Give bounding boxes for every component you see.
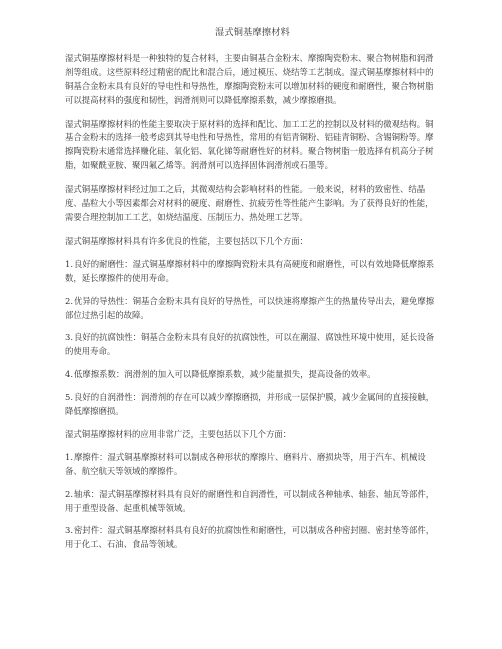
- paragraph-properties-intro: 湿式铜基摩擦材料具有许多优良的性能，主要包括以下几个方面：: [65, 235, 308, 246]
- item-number: 3.: [65, 332, 73, 343]
- list-item: [65, 295, 440, 323]
- list-item: [65, 331, 440, 359]
- item-number: 5.: [65, 392, 73, 403]
- item-text: 低摩擦系数：润滑剂的加入可以降低摩擦系数，减少能量损失，提高设备的效率。: [74, 369, 376, 380]
- item-text: 密封件：湿式铜基摩擦材料具有良好的抗腐蚀性和耐磨性，可以制成各种密封圈、密封垫等部件，用于化工、石油、食品等领域。: [65, 525, 435, 550]
- item-number: 1.: [65, 258, 73, 269]
- list-item: [65, 488, 440, 516]
- properties-list: [65, 258, 440, 419]
- paragraph-performance: 湿式铜基摩擦材料的性能主要取决于原材料的选择和配比、加工工艺的控制以及材料的微观结构。铜基合金粉末的选择一般考虑到其导电性和导热性，常用的有铝青铜粉、铝硅青铜粉、含锡铜粉等。摩擦陶瓷粉末通常选择赚化硅、氧化铝、氧化锑等耐磨性好的材料。聚合物树脂一般选择有机高分子树脂，如聚酰亚胺、聚四氟乙烯等。润滑剂可以选择固体润滑剂或石墨等。: [65, 118, 434, 171]
- applications-list: [65, 451, 440, 552]
- item-text: 良好的自润滑性：润滑剂的存在可以减少摩擦磨损，并形成一层保护膜，减少金属间的直接接触，降低摩擦磨损。: [65, 392, 435, 417]
- list-item: [65, 368, 440, 382]
- list-item: [65, 258, 440, 286]
- item-number: 1.: [65, 451, 73, 462]
- list-item: [65, 524, 440, 552]
- document-title: 湿式铜基摩擦材料: [214, 27, 291, 38]
- item-text: 良好的耐磨性：湿式铜基摩擦材料中的摩擦陶瓷粉末具有高硬度和耐磨性，可以有效地降低摩擦系数，延长摩擦件的使用寿命。: [65, 258, 435, 283]
- item-number: 2.: [65, 295, 73, 306]
- list-item: [65, 451, 440, 479]
- paragraph-intro: 湿式铜基摩擦材料是一种独特的复合材料，主要由铜基合金粉末、摩擦陶瓷粉末、聚合物树脂和润滑剂等组成。这些原料经过精密的配比和混合后，通过模压、烧结等工艺制成。湿式铜基摩擦材料中的铜基合金粉末具有良好的导电性和导热性，摩擦陶瓷粉末可以增加材料的硬度和耐磨性，聚合物树脂可以提高材料的强度和韧性，润滑剂则可以降低摩擦系数，减少摩擦磨损。: [65, 52, 434, 105]
- paragraph-microstructure: 湿式铜基摩擦材料经过加工之后，其微观结构会影响材料的性能。一般来说，材料的致密性、结晶度、晶粒大小等因素都会对材料的硬度、耐磨性、抗疲劳性等性能产生影响。为了获得良好的性能，需要合理控制加工工艺，如烧结温度、压制压力、热处理工艺等。: [65, 184, 434, 222]
- list-item: [65, 391, 440, 419]
- item-text: 优异的导热性：铜基合金粉末具有良好的导热性，可以快速将摩擦产生的热量传导出去，避免摩擦部位过热引起的故障。: [65, 295, 435, 320]
- item-text: 轴承：湿式铜基摩擦材料具有良好的耐磨性和自润滑性，可以制成各种轴承、轴套、轴瓦等部件，用于重型设备、起重机械等领域。: [65, 488, 435, 513]
- paragraph-applications-intro: 湿式铜基摩擦材料的应用非常广泛，主要包括以下几个方面：: [65, 428, 292, 439]
- item-number: 4.: [65, 369, 73, 380]
- item-text: 良好的抗腐蚀性：铜基合金粉末具有良好的抗腐蚀性，可以在潮湿、腐蚀性环境中使用，延长设备的使用寿命。: [65, 332, 435, 357]
- item-text: 摩擦件：湿式铜基摩擦材料可以制成各种形状的摩擦片、磨料片、磨损块等，用于汽车、机械设备、航空航天等领域的摩擦件。: [65, 451, 426, 476]
- item-number: 3.: [65, 525, 73, 536]
- item-number: 2.: [65, 488, 73, 499]
